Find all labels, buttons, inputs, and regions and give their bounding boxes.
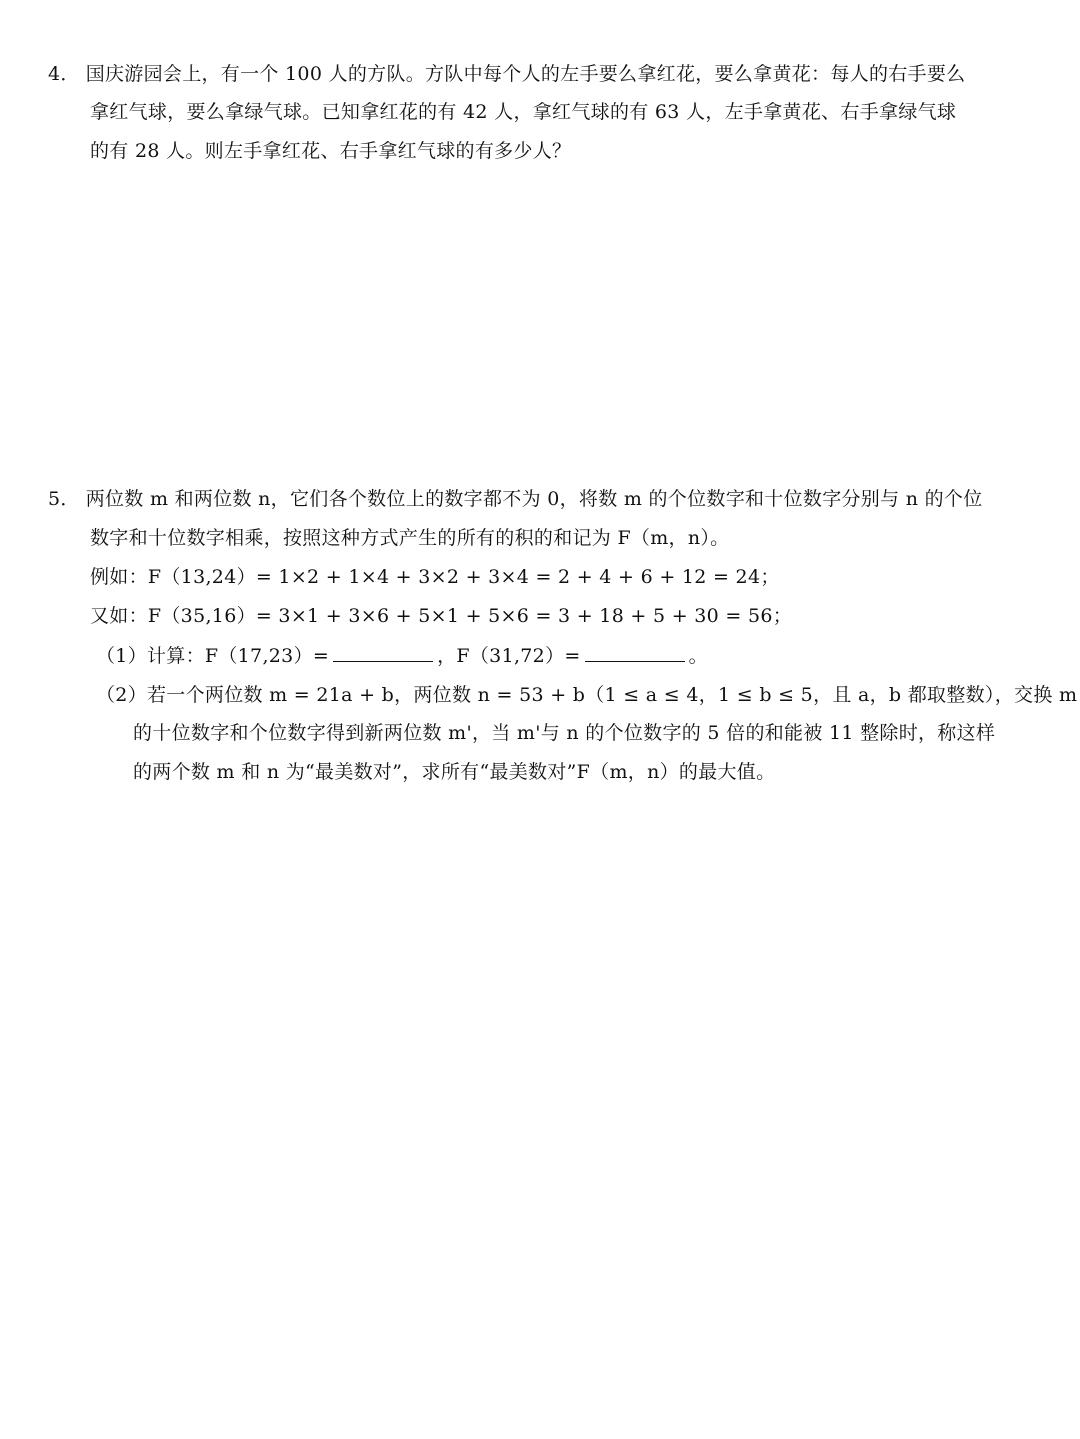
q5-part2-line-3: 的两个数 m 和 n 为“最美数对”，求所有“最美数对”F（m，n）的最大值。 bbox=[133, 761, 776, 783]
q5-part2-line-2: 的十位数字和个位数字得到新两位数 m'，当 m'与 n 的个位数字的 5 倍的和能被 11 整除时，称这样 bbox=[133, 722, 996, 744]
q5-line-2: 数字和十位数字相乘，按照这种方式产生的所有的积的和记为 F（m，n）。 bbox=[90, 527, 730, 549]
q4-number: 4． bbox=[48, 63, 80, 85]
q5-example-1: 例如：F（13,24）= 1×2 + 1×4 + 3×2 + 3×4 = 2 + 4 + 6 + 12 = 24； bbox=[90, 566, 780, 588]
q4-line-3: 的有 28 人。则左手拿红花、右手拿红气球的有多少人？ bbox=[90, 140, 572, 162]
answer-blank-2[interactable] bbox=[585, 643, 685, 662]
q5-part1-prefix: （1）计算：F（17,23）= bbox=[96, 645, 330, 667]
answer-blank-1[interactable] bbox=[333, 643, 433, 662]
q4-text-1: 国庆游园会上，有一个 100 人的方队。方队中每个人的左手要么拿红花，要么拿黄花：每人的右手要么 bbox=[85, 63, 966, 85]
q5-part1-suffix: 。 bbox=[688, 645, 708, 667]
q5-example-2: 又如：F（35,16）= 3×1 + 3×6 + 5×1 + 5×6 = 3 + 18 + 5 + 30 = 56； bbox=[90, 605, 793, 627]
q5-text-1: 两位数 m 和两位数 n，它们各个数位上的数字都不为 0，将数 m 的个位数字和十位数字分别与 n 的个位 bbox=[85, 488, 983, 510]
q5-part2-line-1: （2）若一个两位数 m = 21a + b，两位数 n = 53 + b（1 ≤ a ≤ 4，1 ≤ b ≤ 5，且 a，b 都取整数），交换 m bbox=[96, 684, 1078, 706]
q4-line-1 bbox=[48, 61, 965, 87]
q5-number: 5． bbox=[48, 488, 80, 510]
q5-part-1 bbox=[96, 643, 708, 669]
q5-line-1 bbox=[48, 486, 983, 512]
q5-part1-mid: ，F（31,72）= bbox=[437, 645, 581, 667]
q4-line-2: 拿红气球，要么拿绿气球。已知拿红花的有 42 人，拿红气球的有 63 人，左手拿黄花、右手拿绿气球 bbox=[90, 101, 957, 123]
